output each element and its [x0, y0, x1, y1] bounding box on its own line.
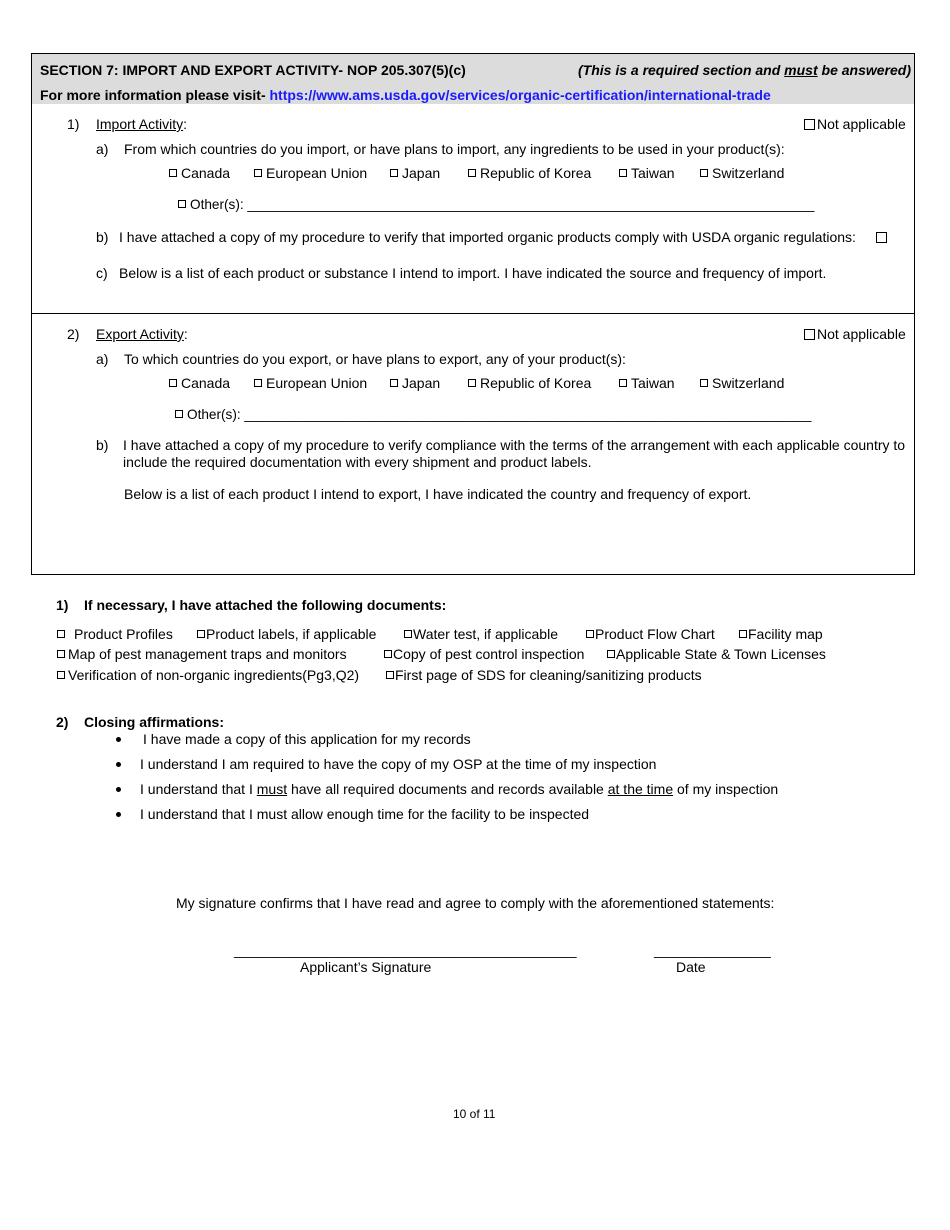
- checkbox-icon[interactable]: [386, 671, 394, 679]
- doc-product-profiles[interactable]: [57, 626, 173, 642]
- import-country-korea[interactable]: [468, 165, 591, 181]
- doc-facility-map[interactable]: [739, 626, 823, 642]
- export-country-eu[interactable]: [254, 375, 367, 391]
- export-number: 2): [67, 326, 80, 342]
- checkbox-icon[interactable]: [254, 379, 262, 387]
- export-country-japan[interactable]: [390, 375, 440, 391]
- checkbox-icon[interactable]: [739, 630, 747, 638]
- documents-title: If necessary, I have attached the following documents:: [84, 597, 447, 613]
- import-title: [96, 116, 187, 132]
- doc-verification[interactable]: [57, 667, 359, 683]
- import-country-japan[interactable]: [390, 165, 440, 181]
- import-country-eu[interactable]: [254, 165, 367, 181]
- checkbox-icon[interactable]: [57, 650, 65, 658]
- required-note: [578, 62, 911, 78]
- checkbox-icon[interactable]: [197, 630, 205, 638]
- checkbox-icon[interactable]: [619, 169, 627, 177]
- closing-bullet-1: I have made a copy of this application for my records: [143, 731, 471, 747]
- doc-label: Water test, if applicable: [413, 626, 558, 642]
- export-country-korea[interactable]: [468, 375, 591, 391]
- checkbox-icon[interactable]: [390, 379, 398, 387]
- import-title-text: Import Activity: [96, 116, 184, 132]
- checkbox-icon[interactable]: [700, 379, 708, 387]
- documents-number: 1): [56, 597, 69, 613]
- doc-label: Verification of non-organic ingredients(Pg3,Q2): [68, 667, 360, 683]
- doc-flow-chart[interactable]: [586, 626, 715, 642]
- checkbox-icon[interactable]: [404, 630, 412, 638]
- info-link[interactable]: https://www.ams.usda.gov/services/organic-certification/international-trade: [269, 87, 771, 103]
- checkbox-icon[interactable]: [57, 630, 65, 638]
- checkbox-icon[interactable]: [384, 650, 392, 658]
- checkbox-icon[interactable]: [468, 169, 476, 177]
- export-other-field[interactable]: [175, 406, 811, 422]
- applicant-signature-line[interactable]: ____________________________________________: [234, 942, 577, 958]
- checkbox-icon[interactable]: [57, 671, 65, 679]
- applicant-signature-label: Applicant’s Signature: [300, 959, 432, 975]
- bullet-icon: [116, 737, 121, 742]
- bullet-icon: [116, 762, 121, 767]
- checkbox-icon[interactable]: [178, 200, 186, 208]
- export-country-label: Switzerland: [712, 375, 785, 391]
- import-number: 1): [67, 116, 80, 132]
- doc-label: Facility map: [748, 626, 823, 642]
- import-b-text: I have attached a copy of my procedure to verify that imported organic products comply with USDA organic regulations:: [119, 229, 856, 245]
- page-number: 10 of 11: [453, 1107, 496, 1121]
- export-b-label: b): [96, 437, 109, 453]
- import-country-taiwan[interactable]: [619, 165, 675, 181]
- export-title-colon: :: [183, 326, 188, 342]
- export-country-label: Taiwan: [631, 375, 675, 391]
- bullet-icon: [116, 812, 121, 817]
- b3-mid: have all required documents and records available: [287, 781, 608, 797]
- export-country-label: Republic of Korea: [480, 375, 592, 391]
- import-other-field[interactable]: [178, 196, 814, 212]
- export-country-canada[interactable]: [169, 375, 230, 391]
- checkbox-icon[interactable]: [804, 119, 815, 130]
- import-country-label: Japan: [402, 165, 441, 181]
- import-a-label: a): [96, 141, 109, 157]
- import-b-checkbox[interactable]: [876, 229, 889, 245]
- checkbox-icon[interactable]: [468, 379, 476, 387]
- import-country-label: Switzerland: [712, 165, 785, 181]
- required-note-post: be answered): [817, 62, 911, 78]
- import-country-label: Canada: [181, 165, 231, 181]
- import-not-applicable-label: Not applicable: [817, 116, 906, 132]
- doc-label: Product Flow Chart: [595, 626, 715, 642]
- checkbox-icon[interactable]: [619, 379, 627, 387]
- export-not-applicable[interactable]: [804, 326, 906, 342]
- checkbox-icon[interactable]: [169, 379, 177, 387]
- checkbox-icon[interactable]: [169, 169, 177, 177]
- export-country-label: Japan: [402, 375, 441, 391]
- export-country-label: European Union: [266, 375, 368, 391]
- import-other-label: Other(s): ___________________________________________________________________________: [190, 197, 815, 212]
- export-other-label: Other(s): ___________________________________________________________________________: [187, 407, 812, 422]
- b3-must: must: [256, 781, 288, 797]
- checkbox-icon[interactable]: [876, 232, 887, 243]
- closing-bullet-2: I understand I am required to have the copy of my OSP at the time of my inspection: [140, 756, 657, 772]
- closing-title: Closing affirmations:: [84, 714, 225, 730]
- checkbox-icon[interactable]: [586, 630, 594, 638]
- closing-number: 2): [56, 714, 69, 730]
- export-country-switzerland[interactable]: [700, 375, 784, 391]
- import-country-label: European Union: [266, 165, 368, 181]
- b3-post: of my inspection: [673, 781, 779, 797]
- export-country-label: Canada: [181, 375, 231, 391]
- import-country-label: Republic of Korea: [480, 165, 592, 181]
- doc-water-test[interactable]: [404, 626, 558, 642]
- checkbox-icon[interactable]: [700, 169, 708, 177]
- export-title: [96, 326, 188, 342]
- export-title-text: Export Activity: [96, 326, 184, 342]
- checkbox-icon[interactable]: [254, 169, 262, 177]
- info-line: [40, 87, 771, 103]
- import-a-text: From which countries do you import, or have plans to import, any ingredients to be used in your product(s):: [124, 141, 785, 157]
- import-country-canada[interactable]: [169, 165, 230, 181]
- doc-label: Applicable State & Town Licenses: [616, 646, 826, 662]
- doc-sds[interactable]: [386, 667, 702, 683]
- export-b-line2: include the required documentation with every shipment and product labels.: [123, 454, 592, 470]
- section-divider: [32, 313, 914, 314]
- date-line[interactable]: _______________: [654, 942, 771, 958]
- section-title: SECTION 7: IMPORT AND EXPORT ACTIVITY- NOP 205.307(5)(c): [40, 62, 466, 78]
- doc-licenses[interactable]: [607, 646, 826, 662]
- date-label: Date: [676, 959, 706, 975]
- doc-label: Product Profiles: [74, 626, 173, 642]
- import-c-label: c): [96, 265, 108, 281]
- export-b-line1: I have attached a copy of my procedure to verify compliance with the terms of the arrangement with each applicable country to: [123, 437, 906, 453]
- import-not-applicable[interactable]: [804, 116, 906, 132]
- doc-label: First page of SDS for cleaning/sanitizing products: [395, 667, 702, 683]
- closing-bullet-4: I understand that I must allow enough time for the facility to be inspected: [140, 806, 590, 822]
- import-title-colon: :: [183, 116, 188, 132]
- export-list-text: Below is a list of each product I intend to export, I have indicated the country and frequency of export.: [124, 486, 752, 502]
- bullet-icon: [116, 787, 121, 792]
- export-not-applicable-label: Not applicable: [817, 326, 906, 342]
- import-country-switzerland[interactable]: [700, 165, 784, 181]
- info-label: For more information please visit-: [40, 87, 270, 103]
- checkbox-icon[interactable]: [175, 410, 183, 418]
- doc-label: Map of pest management traps and monitors: [68, 646, 347, 662]
- import-c-text: Below is a list of each product or substance I intend to import. I have indicated the source and frequency of import.: [119, 265, 827, 281]
- b3-pre: I understand that I: [140, 781, 257, 797]
- required-note-pre: (This is a required section and: [578, 62, 785, 78]
- import-country-label: Taiwan: [631, 165, 675, 181]
- doc-product-labels[interactable]: [197, 626, 376, 642]
- export-a-text: To which countries do you export, or have plans to export, any of your product(s):: [124, 351, 626, 367]
- checkbox-icon[interactable]: [390, 169, 398, 177]
- b3-time: at the time: [607, 781, 674, 797]
- checkbox-icon[interactable]: [607, 650, 615, 658]
- export-a-label: a): [96, 351, 109, 367]
- checkbox-icon[interactable]: [804, 329, 815, 340]
- doc-pest-inspection[interactable]: [384, 646, 584, 662]
- closing-bullet-3: [140, 781, 778, 797]
- signature-statement: My signature confirms that I have read and agree to comply with the aforementioned statements:: [176, 895, 775, 911]
- export-country-taiwan[interactable]: [619, 375, 675, 391]
- doc-label: Copy of pest control inspection: [393, 646, 585, 662]
- required-note-must: must: [784, 62, 818, 78]
- doc-pest-map[interactable]: [57, 646, 347, 662]
- doc-label: Product labels, if applicable: [206, 626, 377, 642]
- import-b-label: b): [96, 229, 109, 245]
